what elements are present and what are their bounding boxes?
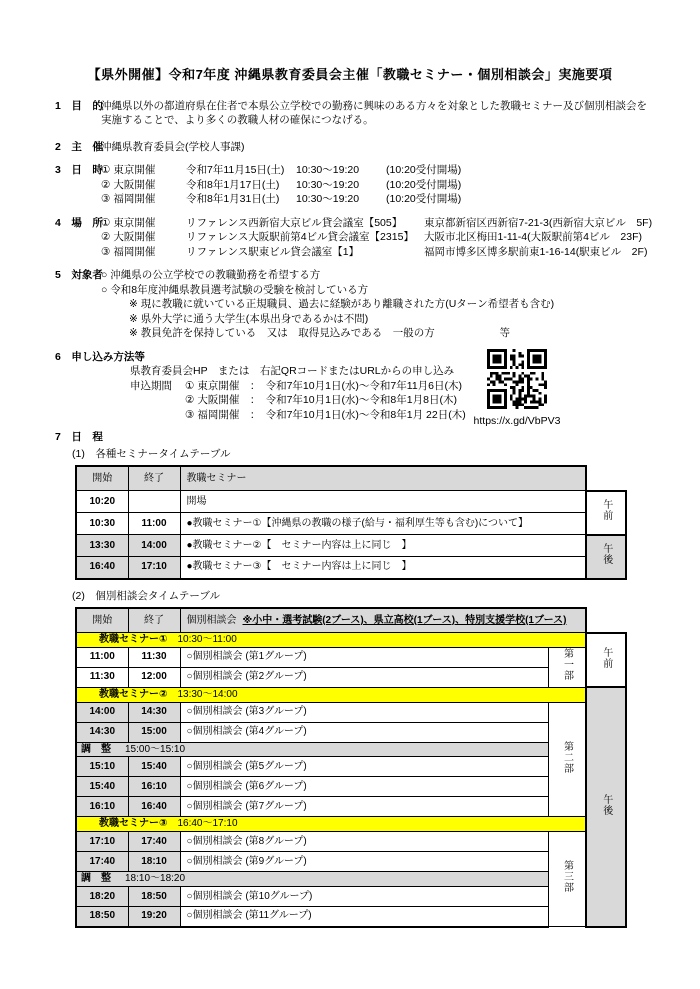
group-cell: ○個別相談会 (第6グループ) <box>180 777 548 797</box>
seminar-band-row <box>76 817 626 832</box>
group-cell: ○個別相談会 (第2グループ) <box>180 667 548 687</box>
apply-period: ① 東京開催 ： 令和7年10月1日(水)〜令和7年11月6日(木) <box>185 379 463 392</box>
room-value: リファレンス駅東ビル貸会議室【1】 <box>186 245 360 258</box>
section-datetime <box>55 163 662 206</box>
adjust-row <box>76 872 626 887</box>
column-header <box>180 608 586 633</box>
url-link[interactable]: https://x.gd/VbPV3 <box>473 415 561 427</box>
timetable-header-row <box>76 466 626 491</box>
venue-label: ① 東京開催 <box>101 216 156 229</box>
address-value: 大阪市北区梅田1-11-4(大阪駅前第4ビル 23F) <box>424 231 642 244</box>
consultation-row <box>76 907 626 927</box>
seminar-band-label: 教職セミナー① <box>99 634 168 646</box>
start-time-cell: 14:00 <box>76 702 128 722</box>
apply-period-row <box>130 379 700 422</box>
part-label: 第三部 <box>561 860 573 894</box>
table-row <box>76 513 626 535</box>
section-place-body <box>101 216 662 259</box>
place-row <box>101 230 662 244</box>
qr-code <box>487 349 547 413</box>
apply-period-label: 申込期間 <box>130 379 172 392</box>
consultation-row <box>76 797 626 817</box>
end-time-cell: 15:40 <box>128 757 180 777</box>
datetime-row <box>101 192 662 206</box>
table-row <box>76 557 626 579</box>
timetable-header-row <box>76 608 626 633</box>
section-place <box>55 216 662 259</box>
group-cell: ○個別相談会 (第11グループ) <box>180 907 548 927</box>
venue-label: ② 大阪開催 <box>101 178 156 191</box>
period-cell <box>586 687 626 926</box>
column-header: 開始 <box>76 608 128 633</box>
adjust-label: 調 整 <box>81 743 111 755</box>
target-note-text: ※ 教員免許を保持している 又は 取得見込みである 一般の方 <box>129 327 435 340</box>
start-time-cell: 11:00 <box>76 647 128 667</box>
reception-note: (10:20受付開場) <box>386 193 462 206</box>
period-label: 午前 <box>600 646 612 669</box>
date-value: 令和8年1月17日(土) <box>186 178 280 191</box>
end-time-cell: 19:20 <box>128 907 180 927</box>
period-cell <box>586 633 626 688</box>
purpose-line: 実施することで、より多くの教職人材の確保につなげる。 <box>101 114 374 127</box>
seminar-band-row <box>76 633 626 648</box>
end-time-cell: 11:30 <box>128 647 180 667</box>
consultation-row <box>76 702 626 722</box>
section-host <box>55 140 662 154</box>
start-time-cell: 15:40 <box>76 777 128 797</box>
group-cell: ○個別相談会 (第5グループ) <box>180 757 548 777</box>
start-time-cell: 10:30 <box>76 513 128 535</box>
consultation-row <box>76 887 626 907</box>
schedule-sub2-label: (2) 個別相談会タイムテーブル <box>72 589 220 602</box>
date-value: 令和7年11月15日(土) <box>186 164 285 177</box>
apply-periods-list <box>185 379 466 422</box>
seminar-band-cell <box>76 817 586 832</box>
group-cell: ○個別相談会 (第10グループ) <box>180 887 548 907</box>
venue-label: ③ 福岡開催 <box>101 245 156 258</box>
consultation-row <box>76 832 626 852</box>
section-host-text: 沖縄県教育委員会(学校人事課) <box>101 140 245 153</box>
group-cell: ○個別相談会 (第1グループ) <box>180 647 548 667</box>
end-time-cell <box>128 491 180 513</box>
seminar-band-label: 教職セミナー② <box>99 688 168 700</box>
adjust-time: 15:00〜15:10 <box>125 743 186 755</box>
apply-period: ② 大阪開催 ： 令和7年10月1日(水)〜令和8年1月8日(木) <box>185 394 457 407</box>
time-value: 10:30〜19:20 <box>296 193 360 206</box>
start-time-cell: 18:20 <box>76 887 128 907</box>
consultation-row <box>76 777 626 797</box>
datetime-row <box>101 178 662 192</box>
end-time-cell: 14:30 <box>128 702 180 722</box>
start-time-cell: 15:10 <box>76 757 128 777</box>
section-apply-body <box>130 364 700 422</box>
section-purpose-body <box>101 99 662 128</box>
target-note <box>101 326 662 340</box>
place-row <box>101 216 662 230</box>
consultation-row <box>76 722 626 742</box>
start-time-cell: 11:30 <box>76 667 128 687</box>
target-note: ※ 県外大学に通う大学生(本県出身であるかは不問) <box>129 312 369 325</box>
address-value: 福岡市博多区博多駅前東1-16-14(駅東ビル 2F) <box>424 245 648 258</box>
start-time-cell: 10:20 <box>76 491 128 513</box>
seminar-band-cell <box>76 633 586 648</box>
adjust-row <box>76 742 626 757</box>
end-time-cell: 15:00 <box>128 722 180 742</box>
start-time-cell: 16:40 <box>76 557 128 579</box>
section-target-body <box>101 268 662 340</box>
start-time-cell: 17:10 <box>76 832 128 852</box>
venue-label: ③ 福岡開催 <box>101 193 156 206</box>
adjust-time: 18:10〜18:20 <box>125 873 186 885</box>
group-cell: ○個別相談会 (第9グループ) <box>180 852 548 872</box>
section-target-label: 5 対象者 <box>55 269 103 282</box>
seminar-band-time: 10:30〜11:00 <box>177 634 237 646</box>
end-time-cell: 14:00 <box>128 535 180 557</box>
time-value: 10:30〜19:20 <box>296 164 360 177</box>
section-target <box>55 268 662 340</box>
end-time-cell: 17:10 <box>128 557 180 579</box>
reception-note: (10:20受付開場) <box>386 178 462 191</box>
reception-note: (10:20受付開場) <box>386 164 462 177</box>
adjust-cell <box>76 742 548 757</box>
end-time-cell: 17:40 <box>128 832 180 852</box>
section-host-label: 2 主 催 <box>55 140 103 153</box>
target-bullet: ○ 令和8年度沖縄県教員選考試験の受験を検討している方 <box>101 283 369 296</box>
event-cell: ●教職セミナー③【 セミナー内容は上に同じ 】 <box>180 557 586 579</box>
consultation-row <box>76 647 626 667</box>
end-time-cell: 18:10 <box>128 852 180 872</box>
event-cell: 開場 <box>180 491 586 513</box>
consultation-header-note: ※小中・選考試験(2ブース)、県立高校(1ブース)、特別支援学校(1ブース) <box>242 614 567 626</box>
end-time-cell: 12:00 <box>128 667 180 687</box>
adjust-label: 調 整 <box>81 873 111 885</box>
group-cell: ○個別相談会 (第3グループ) <box>180 702 548 722</box>
part-cell <box>548 832 586 927</box>
section-place-label: 4 場 所 <box>55 216 103 229</box>
seminar-timetable <box>75 465 627 580</box>
seminar-band-cell <box>76 687 586 702</box>
end-time-cell: 16:10 <box>128 777 180 797</box>
section-purpose <box>55 99 662 128</box>
purpose-line: 沖縄県以外の都道府県在住者で本県公立学校での勤務に興味のある方々を対象とした教職セミナー及び個別相談会を <box>101 99 647 112</box>
start-time-cell: 17:40 <box>76 852 128 872</box>
section-datetime-body <box>101 163 662 206</box>
consultation-header-main: 個別相談会 <box>186 614 237 626</box>
end-time-cell: 18:50 <box>128 887 180 907</box>
room-value: リファレンス西新宿大京ビル貸会議室【505】 <box>186 216 403 229</box>
consultation-timetable <box>75 607 627 927</box>
seminar-band-row <box>76 687 626 702</box>
qr-code-image <box>487 349 547 409</box>
seminar-band-label: 教職セミナー③ <box>99 818 168 830</box>
page-title: 【県外開催】令和7年度 沖縄県教育委員会主催「教職セミナー・個別相談会」実施要項 <box>87 67 613 82</box>
section-datetime-label: 3 日 時 <box>55 164 103 177</box>
section-purpose-label: 1 目 的 <box>55 99 103 112</box>
target-note: ※ 現に教職に就いている正規職員、過去に経験があり離職された方(Uターン希望者も含む) <box>129 298 555 311</box>
seminar-band-time: 13:30〜14:00 <box>177 688 238 700</box>
room-value: リファレンス大阪駅前第4ビル貸会議室【2315】 <box>186 231 414 244</box>
start-time-cell: 16:10 <box>76 797 128 817</box>
consultation-row <box>76 667 626 687</box>
event-cell: ●教職セミナー①【沖縄県の教職の様子(給与・福利厚生等も含む)について】 <box>180 513 586 535</box>
venue-label: ① 東京開催 <box>101 164 156 177</box>
table-row <box>76 491 626 513</box>
table-row <box>76 535 626 557</box>
period-label: 午後 <box>600 793 612 816</box>
target-etc: 等 <box>499 327 510 340</box>
group-cell: ○個別相談会 (第4グループ) <box>180 722 548 742</box>
place-row <box>101 245 662 259</box>
apply-period: ③ 福岡開催 ： 令和7年10月1日(水)〜令和8年1月 22日(木) <box>185 408 466 421</box>
period-label: 午前 <box>600 499 612 522</box>
column-header: 終了 <box>128 608 180 633</box>
apply-method-text: 県教育委員会HP または 右記QRコードまたはURLからの申し込み <box>130 365 455 378</box>
group-cell: ○個別相談会 (第7グループ) <box>180 797 548 817</box>
consultation-row <box>76 757 626 777</box>
period-cell <box>586 535 626 579</box>
section-apply-label: 6 申し込み方法等 <box>55 350 145 363</box>
part-label: 第二部 <box>561 740 573 774</box>
part-cell <box>548 702 586 817</box>
address-value: 東京都新宿区西新宿7-21-3(西新宿大京ビル 5F) <box>424 216 653 229</box>
time-value: 10:30〜19:20 <box>296 178 360 191</box>
schedule-sub1-label: (1) 各種セミナータイムテーブル <box>72 447 231 460</box>
section-apply <box>55 350 700 422</box>
column-header: 教職セミナー <box>180 466 586 491</box>
section-schedule-label: 7 日 程 <box>55 431 103 444</box>
part-label: 第一部 <box>561 648 573 682</box>
period-cell <box>586 491 626 535</box>
part-cell <box>548 647 586 687</box>
group-cell: ○個別相談会 (第8グループ) <box>180 832 548 852</box>
start-time-cell: 13:30 <box>76 535 128 557</box>
consultation-row <box>76 852 626 872</box>
event-cell: ●教職セミナー②【 セミナー内容は上に同じ 】 <box>180 535 586 557</box>
adjust-cell <box>76 872 548 887</box>
start-time-cell: 14:30 <box>76 722 128 742</box>
column-header: 開始 <box>76 466 128 491</box>
seminar-band-time: 16:40〜17:10 <box>177 818 238 830</box>
start-time-cell: 18:50 <box>76 907 128 927</box>
date-value: 令和8年1月31日(土) <box>186 193 280 206</box>
column-header: 終了 <box>128 466 180 491</box>
datetime-row <box>101 163 662 177</box>
venue-label: ② 大阪開催 <box>101 231 156 244</box>
target-bullet: ○ 沖縄県の公立学校での教職勤務を希望する方 <box>101 269 321 282</box>
period-label: 午後 <box>600 543 612 566</box>
end-time-cell: 11:00 <box>128 513 180 535</box>
end-time-cell: 16:40 <box>128 797 180 817</box>
